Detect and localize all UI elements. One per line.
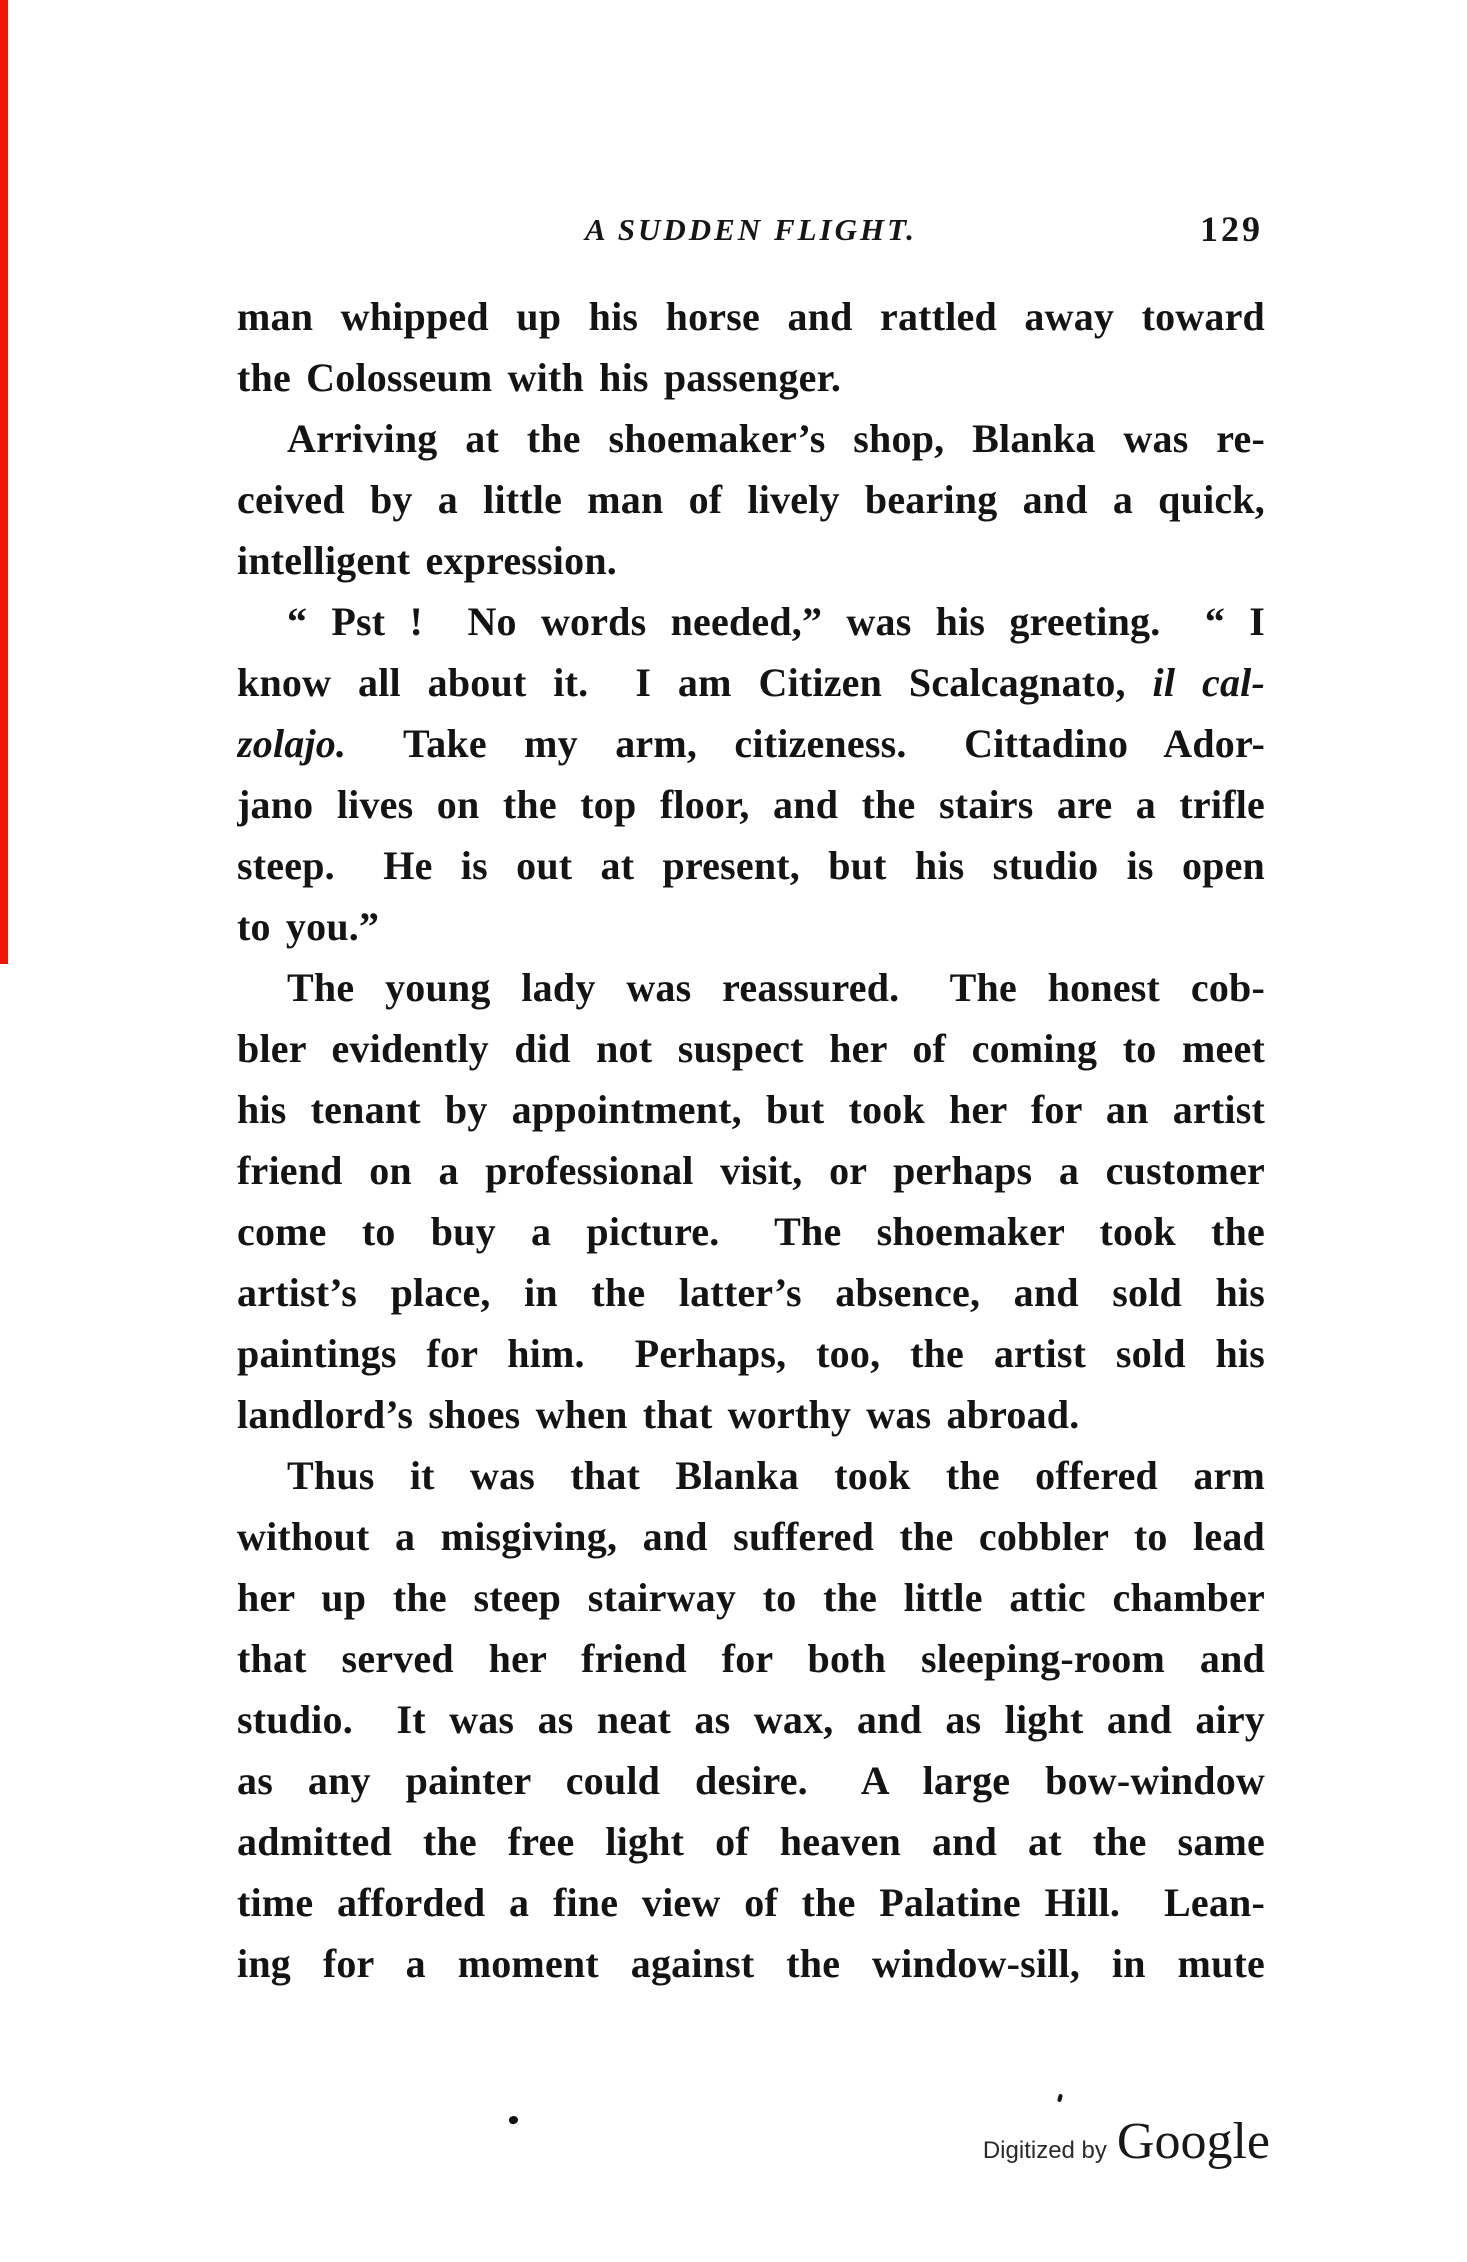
text-line xyxy=(237,1018,1265,1079)
text-segment: steep. He is out at present, but his studio is open xyxy=(237,843,1265,888)
text-segment: his tenant by appointment, but took her for an artist xyxy=(237,1087,1265,1132)
text-segment: without a misgiving, and suffered the cobbler to lead xyxy=(237,1514,1265,1559)
text-segment: jano lives on the top floor, and the stairs are a trifle xyxy=(237,782,1265,827)
text-line xyxy=(237,957,1265,1018)
text-segment: studio. It was as neat as wax, and as light and airy xyxy=(237,1697,1265,1742)
text-line xyxy=(237,1506,1265,1567)
text-segment: Take my arm, citizeness. Cittadino Ador- xyxy=(346,721,1265,766)
italic-text-segment: zolajo. xyxy=(237,721,347,766)
text-line xyxy=(237,1811,1265,1872)
google-logo: Google xyxy=(1116,2113,1270,2170)
text-line xyxy=(237,1933,1265,1994)
ink-speck xyxy=(508,2115,519,2126)
text-line xyxy=(237,1140,1265,1201)
text-segment: that served her friend for both sleeping-room and xyxy=(237,1636,1265,1681)
text-segment: to you.” xyxy=(237,904,380,949)
text-segment: The young lady was reassured. The honest cob- xyxy=(287,965,1265,1010)
text-segment: paintings for him. Perhaps, too, the artist sold his xyxy=(237,1331,1265,1376)
text-line xyxy=(237,713,1265,774)
text-line xyxy=(237,1628,1265,1689)
text-block xyxy=(237,286,1265,1994)
text-line xyxy=(237,1872,1265,1933)
page-number: 129 xyxy=(1200,209,1263,249)
text-line xyxy=(237,896,1265,957)
text-segment: intelligent expression. xyxy=(237,538,617,583)
text-line xyxy=(237,1323,1265,1384)
text-segment: friend on a professional visit, or perhaps a customer xyxy=(237,1148,1265,1193)
text-line xyxy=(237,1079,1265,1140)
text-line xyxy=(237,286,1265,347)
text-line xyxy=(237,1384,1265,1445)
text-line xyxy=(237,1689,1265,1750)
text-segment: time afforded a fine view of the Palatine Hill. Lean- xyxy=(237,1880,1265,1925)
scan-edge-artifact xyxy=(0,0,8,964)
running-header-title: A SUDDEN FLIGHT. xyxy=(585,212,917,247)
text-segment: Arriving at the shoemaker’s shop, Blanka was re- xyxy=(287,416,1265,461)
text-segment: artist’s place, in the latter’s absence, and sold his xyxy=(237,1270,1265,1315)
text-line xyxy=(237,1567,1265,1628)
digitized-by-credit xyxy=(983,2112,1270,2171)
text-line xyxy=(237,469,1265,530)
text-segment: Thus it was that Blanka took the offered arm xyxy=(287,1453,1265,1498)
text-line xyxy=(237,408,1265,469)
text-segment: her up the steep stairway to the little attic chamber xyxy=(237,1575,1265,1620)
text-segment: “ Pst ! No words needed,” was his greeting. “ I xyxy=(287,599,1265,644)
text-segment: bler evidently did not suspect her of coming to meet xyxy=(237,1026,1265,1071)
text-line xyxy=(237,835,1265,896)
text-segment: ing for a moment against the window-sill, in mute xyxy=(237,1941,1265,1986)
text-line xyxy=(237,1201,1265,1262)
text-segment: come to buy a picture. The shoemaker took the xyxy=(237,1209,1265,1254)
text-line xyxy=(237,347,1265,408)
running-header xyxy=(237,209,1265,260)
text-segment: the Colosseum with his passenger. xyxy=(237,355,842,400)
text-line xyxy=(237,530,1265,591)
digitized-by-label: Digitized by xyxy=(982,2137,1107,2164)
text-segment: landlord’s shoes when that worthy was abroad. xyxy=(237,1392,1080,1437)
text-segment: ceived by a little man of lively bearing and a quick, xyxy=(237,477,1265,522)
text-segment: as any painter could desire. A large bow-window xyxy=(237,1758,1265,1803)
text-line xyxy=(237,652,1265,713)
italic-text-segment: il cal- xyxy=(1152,660,1265,705)
text-line xyxy=(237,774,1265,835)
text-line xyxy=(237,1445,1265,1506)
text-line xyxy=(237,1262,1265,1323)
text-line xyxy=(237,591,1265,652)
ink-speck xyxy=(1057,2094,1063,2103)
text-segment: know all about it. I am Citizen Scalcagnato, xyxy=(237,660,1153,705)
text-segment: admitted the free light of heaven and at the same xyxy=(237,1819,1265,1864)
text-segment: man whipped up his horse and rattled away toward xyxy=(237,294,1265,339)
text-line xyxy=(237,1750,1265,1811)
